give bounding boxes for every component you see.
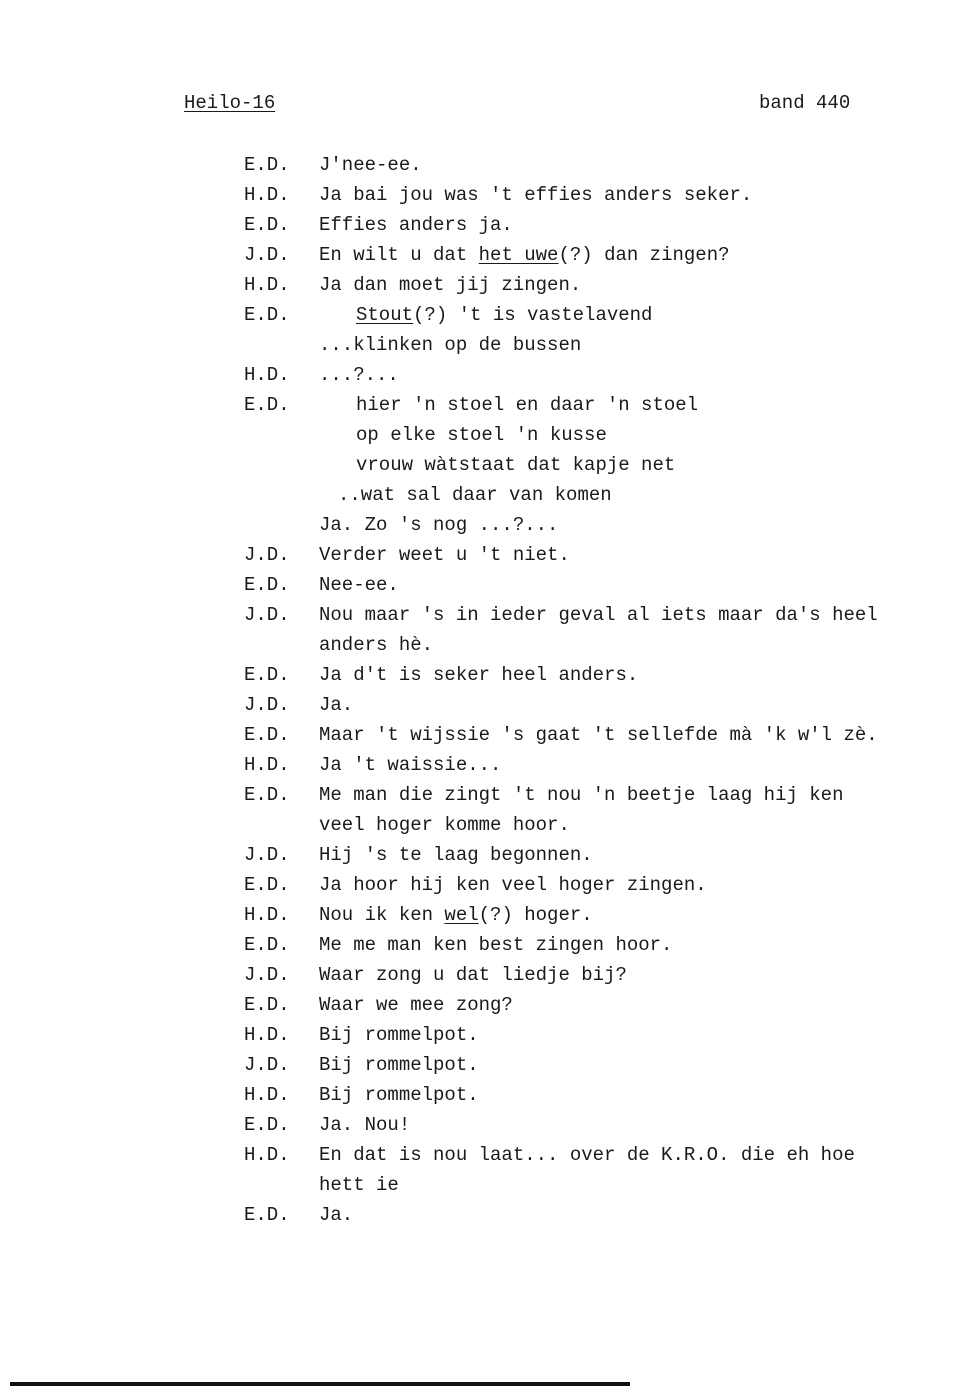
utterance-text: Me man die zingt 't nou 'n beetje laag hij ken [319, 784, 844, 806]
utterance-text: veel hoger komme hoor. [319, 814, 570, 836]
speaker-label: E.D. [244, 394, 290, 416]
transcript-line [0, 990, 979, 1020]
underlined-uncertain-word: het uwe [478, 244, 559, 266]
transcript-line [0, 630, 979, 660]
utterance-text: Ja 't waissie... [319, 754, 502, 776]
speaker-label: H.D. [244, 364, 290, 386]
transcript-line [0, 540, 979, 570]
speaker-label: E.D. [244, 1204, 290, 1226]
speaker-label: E.D. [244, 874, 290, 896]
utterance-text: op elke stoel 'n kusse [356, 424, 607, 446]
utterance-text: ..wat sal daar van komen [338, 484, 612, 506]
utterance-text: vrouw wàtstaat dat kapje net [356, 454, 676, 476]
utterance-text: Bij rommelpot. [319, 1024, 479, 1046]
utterance-text: Ja. [319, 694, 354, 716]
transcript-line [0, 360, 979, 390]
transcript-line [0, 930, 979, 960]
transcript-line [0, 1140, 979, 1170]
document-title: Heilo-16 [184, 92, 276, 114]
utterance-text: Bij rommelpot. [319, 1054, 479, 1076]
transcript-line [0, 1080, 979, 1110]
speaker-label: H.D. [244, 1144, 290, 1166]
speaker-label: E.D. [244, 304, 290, 326]
speaker-label: H.D. [244, 1084, 290, 1106]
transcript-line [0, 240, 979, 270]
utterance-pre: Nou ik ken [319, 904, 445, 926]
transcript-line [0, 450, 979, 480]
utterance-text: ...klinken op de bussen [319, 334, 582, 356]
transcript-line [0, 420, 979, 450]
utterance-text: J'nee-ee. [319, 154, 422, 176]
speaker-label: H.D. [244, 184, 290, 206]
utterance-text: Ja d't is seker heel anders. [319, 664, 639, 686]
utterance-text: Ja. Nou! [319, 1114, 411, 1136]
utterance-pre: En wilt u dat [319, 244, 479, 266]
speaker-label: H.D. [244, 274, 290, 296]
transcript-line [0, 480, 979, 510]
speaker-label: J.D. [244, 604, 290, 626]
transcript-line [0, 960, 979, 990]
utterance-text: hett ie [319, 1174, 399, 1196]
transcript-line [0, 720, 979, 750]
transcript-line [0, 780, 979, 810]
speaker-label: E.D. [244, 994, 290, 1016]
speaker-label: H.D. [244, 904, 290, 926]
utterance-text: Me me man ken best zingen hoor. [319, 934, 673, 956]
utterance-text: Maar 't wijssie 's gaat 't sellefde mà 'k w'l zè. [319, 724, 878, 746]
tape-number: band 440 [759, 92, 851, 114]
transcript-line [0, 750, 979, 780]
transcript-line [0, 840, 979, 870]
utterance-text: ...?... [319, 364, 399, 386]
transcript-line [0, 300, 979, 330]
utterance-text [319, 240, 730, 270]
utterance-text: Bij rommelpot. [319, 1084, 479, 1106]
transcript-line [0, 1110, 979, 1140]
utterance-text: anders hè. [319, 634, 434, 656]
transcript-line [0, 1170, 979, 1200]
speaker-label: E.D. [244, 784, 290, 806]
transcript-line [0, 1050, 979, 1080]
speaker-label: J.D. [244, 694, 290, 716]
utterance-post: (?) 't is vastelavend [413, 304, 653, 326]
bottom-rule [10, 1382, 630, 1386]
transcript-line [0, 510, 979, 540]
utterance-post: (?) hoger. [478, 904, 593, 926]
transcript-line [0, 180, 979, 210]
speaker-label: E.D. [244, 154, 290, 176]
utterance-text: Hij 's te laag begonnen. [319, 844, 593, 866]
speaker-label: E.D. [244, 934, 290, 956]
speaker-label: J.D. [244, 964, 290, 986]
transcript-line [0, 1200, 979, 1230]
utterance-text: hier 'n stoel en daar 'n stoel [356, 394, 699, 416]
utterance-text: Nee-ee. [319, 574, 399, 596]
utterance-text: Ja. Zo 's nog ...?... [319, 514, 559, 536]
utterance-text: Nou maar 's in ieder geval al iets maar da's heel [319, 604, 878, 626]
utterance-text: Ja. [319, 1204, 354, 1226]
transcript-line [0, 660, 979, 690]
underlined-uncertain-word: wel [444, 904, 479, 926]
utterance-text: En dat is nou laat... over de K.R.O. die eh hoe [319, 1144, 855, 1166]
transcript-line [0, 870, 979, 900]
utterance-text: Ja bai jou was 't effies anders seker. [319, 184, 753, 206]
speaker-label: E.D. [244, 214, 290, 236]
transcript-line [0, 210, 979, 240]
transcript-line [0, 690, 979, 720]
utterance-text: Effies anders ja. [319, 214, 513, 236]
transcript-line [0, 330, 979, 360]
speaker-label: E.D. [244, 574, 290, 596]
utterance-text: Waar we mee zong? [319, 994, 513, 1016]
transcript-line [0, 570, 979, 600]
transcript-body [0, 150, 979, 1230]
utterance-text: Verder weet u 't niet. [319, 544, 570, 566]
utterance-text: Ja dan moet jij zingen. [319, 274, 582, 296]
utterance-text: Ja hoor hij ken veel hoger zingen. [319, 874, 707, 896]
utterance-text: Waar zong u dat liedje bij? [319, 964, 627, 986]
speaker-label: E.D. [244, 664, 290, 686]
transcript-line [0, 1020, 979, 1050]
utterance-text [319, 900, 593, 930]
transcript-line [0, 390, 979, 420]
transcript-line [0, 900, 979, 930]
speaker-label: H.D. [244, 1024, 290, 1046]
utterance-text [356, 300, 652, 330]
speaker-label: E.D. [244, 1114, 290, 1136]
transcript-line [0, 600, 979, 630]
utterance-post: (?) dan zingen? [558, 244, 730, 266]
transcript-line [0, 150, 979, 180]
transcript-line [0, 270, 979, 300]
speaker-label: E.D. [244, 724, 290, 746]
speaker-label: J.D. [244, 1054, 290, 1076]
speaker-label: H.D. [244, 754, 290, 776]
speaker-label: J.D. [244, 244, 290, 266]
transcript-line [0, 810, 979, 840]
speaker-label: J.D. [244, 844, 290, 866]
underlined-uncertain-word: Stout [356, 304, 414, 326]
speaker-label: J.D. [244, 544, 290, 566]
